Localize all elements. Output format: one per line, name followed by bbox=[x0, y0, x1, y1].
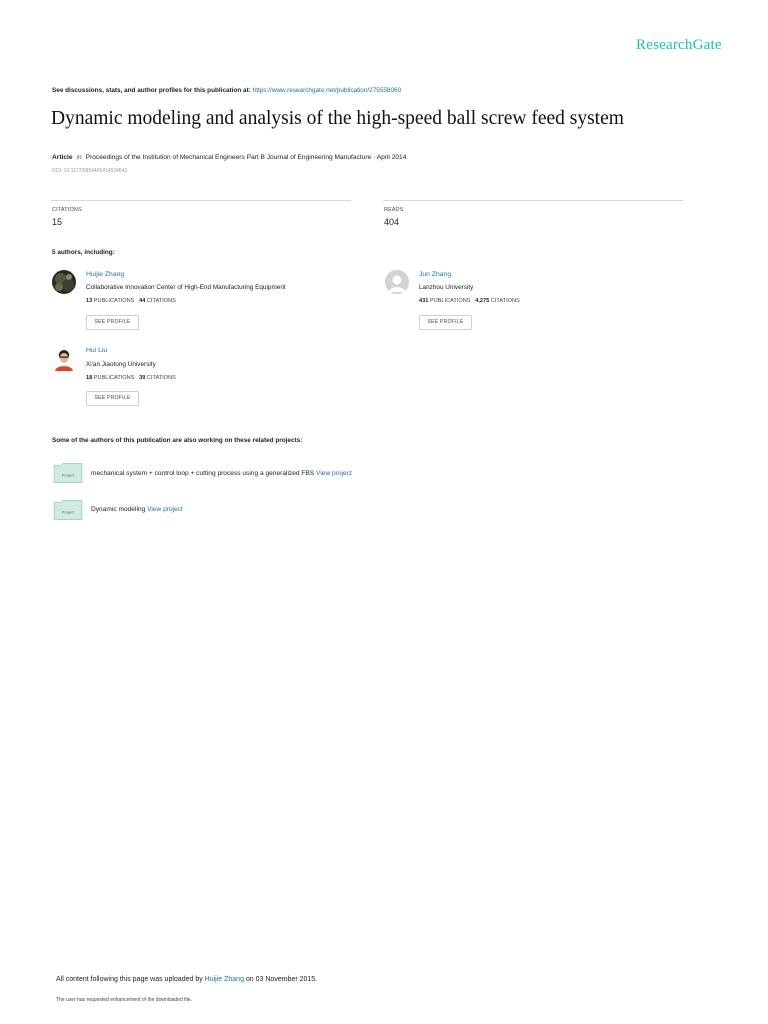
folder-icon bbox=[53, 500, 83, 520]
author-name[interactable]: Jun Zhang bbox=[419, 271, 452, 278]
avatar[interactable] bbox=[52, 270, 76, 294]
author-institution: Lanzhou University bbox=[419, 284, 474, 291]
project-item bbox=[91, 506, 183, 513]
top-note-text: See discussions, stats, and author profiles for this publication at: bbox=[52, 87, 253, 94]
author-stats bbox=[86, 298, 176, 304]
author-name[interactable]: Huijie Zhang bbox=[86, 271, 125, 278]
project-title: Dynamic modeling bbox=[91, 506, 148, 513]
folder-icon bbox=[53, 463, 83, 483]
project-folder-icon bbox=[53, 463, 83, 488]
view-project-link[interactable]: View project bbox=[316, 470, 352, 477]
publications-count: 13 bbox=[86, 298, 93, 304]
reads-count: 404 bbox=[384, 217, 400, 227]
author-institution: Xi'an Jiaotong University bbox=[86, 361, 156, 368]
author-institution: Collaborative Innovation Center of High-End Manufacturing Equipment bbox=[86, 284, 286, 291]
upload-suffix: on 03 November 2015. bbox=[243, 976, 318, 983]
reads-divider bbox=[383, 200, 683, 201]
upload-prefix: All content following this page was uploaded by bbox=[56, 976, 205, 983]
citations-count: 4,275 bbox=[475, 298, 490, 304]
publication-url-link[interactable]: https://www.researchgate.net/publication/275558060 bbox=[252, 87, 402, 94]
see-profile-button[interactable]: SEE PROFILE bbox=[86, 315, 139, 330]
author-name[interactable]: Hui Liu bbox=[86, 347, 108, 354]
avatar-photo-icon bbox=[52, 347, 76, 371]
citations-label: CITATIONS bbox=[490, 298, 520, 304]
top-note bbox=[52, 87, 401, 94]
project-folder-icon bbox=[53, 500, 83, 525]
researchgate-logo[interactable]: ResearchGate bbox=[636, 37, 722, 53]
citations-count: 44 bbox=[139, 298, 146, 304]
enhancement-note: The user has requested enhancement of the downloaded file. bbox=[56, 997, 192, 1003]
publication-type: Article bbox=[52, 154, 73, 161]
publications-label: PUBLICATIONS bbox=[93, 298, 135, 304]
avatar-photo-icon bbox=[52, 270, 76, 294]
see-profile-button[interactable]: SEE PROFILE bbox=[86, 391, 139, 406]
page-title: Dynamic modeling and analysis of the high-speed ball screw feed system bbox=[51, 108, 624, 129]
in-label: in bbox=[76, 154, 82, 161]
citations-divider bbox=[51, 200, 351, 201]
author-stats bbox=[419, 298, 520, 304]
publication-meta bbox=[52, 154, 406, 161]
authors-heading: 5 authors, including: bbox=[52, 249, 115, 256]
publications-label: PUBLICATIONS bbox=[429, 298, 471, 304]
projects-heading: Some of the authors of this publication are also working on these related projects: bbox=[52, 437, 303, 444]
uploader-link[interactable]: Huijie Zhang bbox=[204, 976, 244, 983]
publications-label: PUBLICATIONS bbox=[93, 375, 135, 381]
author-stats bbox=[86, 375, 176, 381]
project-item bbox=[91, 470, 352, 477]
see-profile-button[interactable]: SEE PROFILE bbox=[419, 315, 472, 330]
view-project-link[interactable]: View project bbox=[147, 506, 183, 513]
journal-name: Proceedings of the Institution of Mechanical Engineers Part B Journal of Engineering Manufacture · April 2014 bbox=[85, 154, 407, 161]
upload-note bbox=[56, 976, 317, 983]
project-title: mechanical system + control loop + cutting process using a generalized FBS bbox=[91, 470, 317, 477]
publications-count: 18 bbox=[86, 375, 93, 381]
folder-label: Project bbox=[61, 472, 75, 478]
citations-label: CITATIONS bbox=[146, 298, 176, 304]
publications-count: 431 bbox=[419, 298, 429, 304]
avatar[interactable] bbox=[385, 270, 409, 294]
default-user-icon bbox=[385, 270, 409, 294]
folder-label: Project bbox=[61, 509, 75, 515]
citations-label: CITATIONS bbox=[52, 207, 82, 213]
citations-count: 39 bbox=[139, 375, 146, 381]
avatar[interactable] bbox=[52, 347, 76, 371]
doi: DOI: 10.1177/0954405414534641 bbox=[52, 168, 128, 174]
citations-count: 15 bbox=[52, 217, 63, 227]
citations-label: CITATIONS bbox=[146, 375, 176, 381]
reads-label: READS bbox=[384, 207, 404, 213]
